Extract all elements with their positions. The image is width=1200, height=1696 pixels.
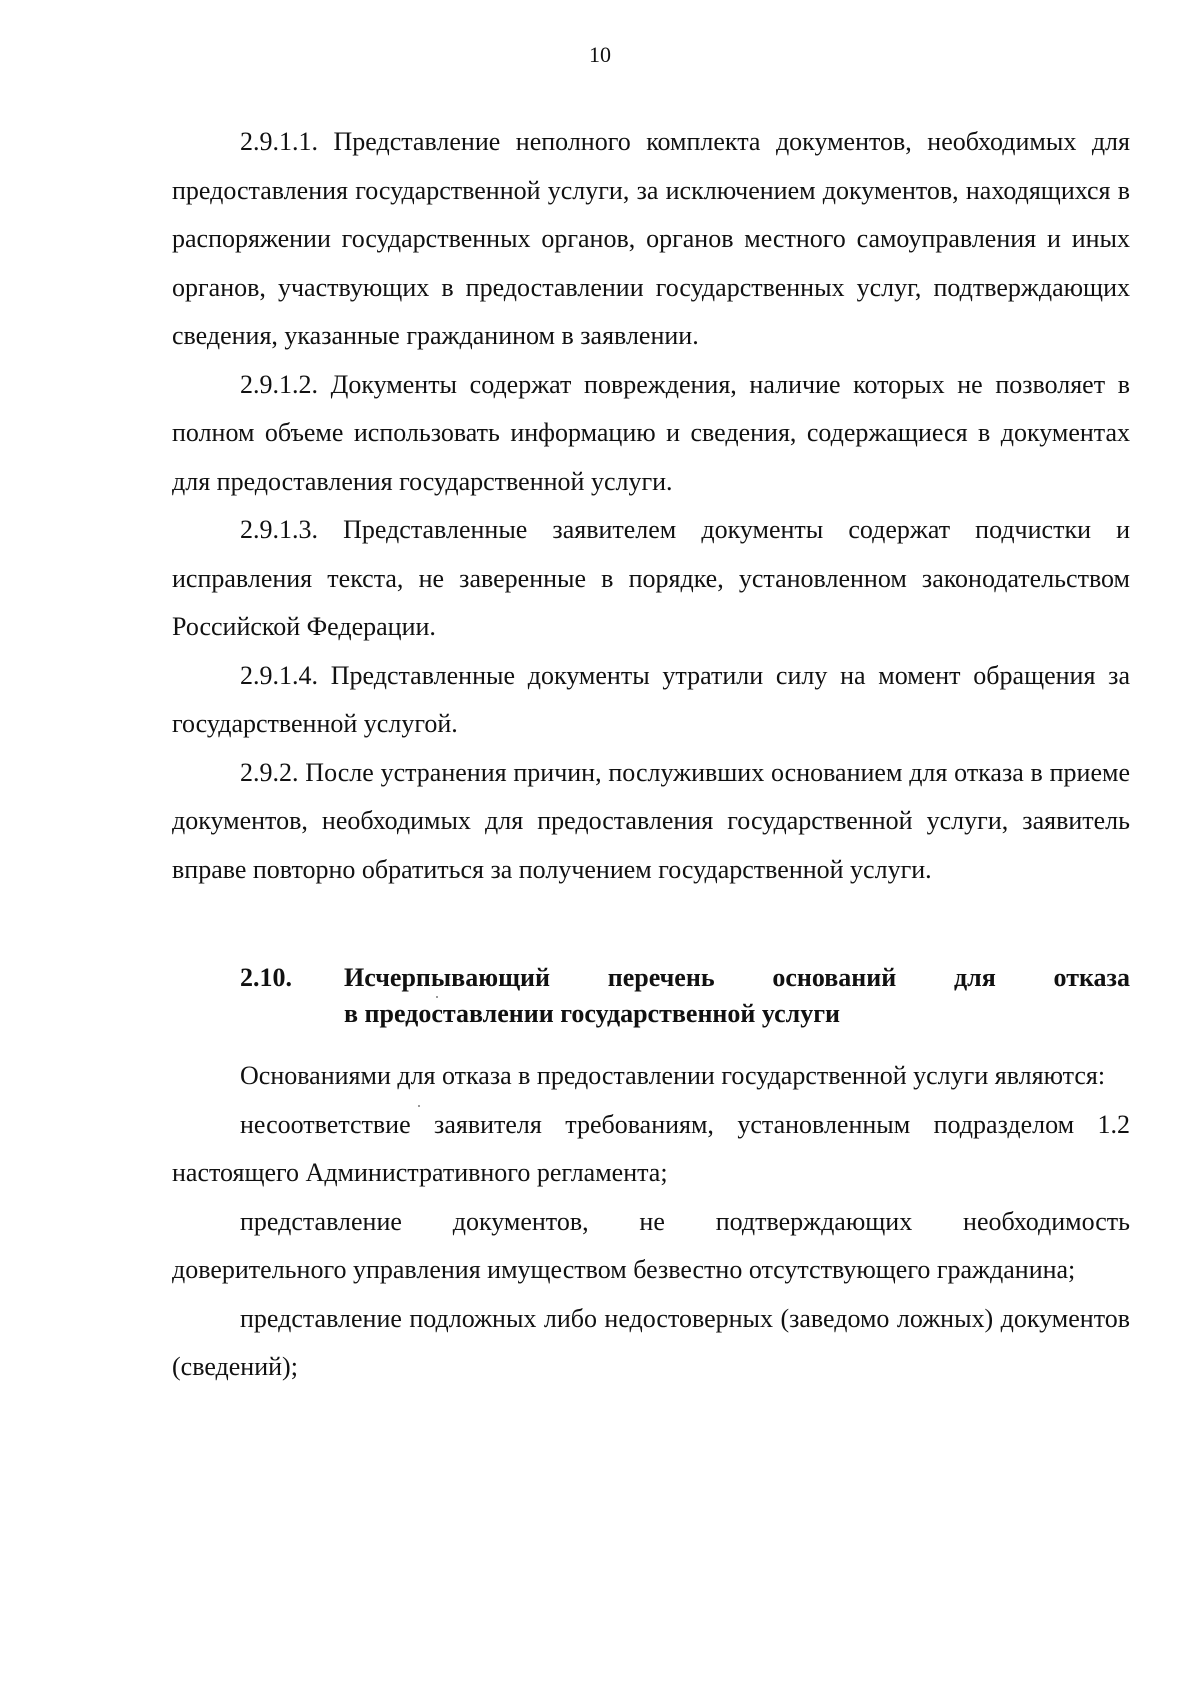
paragraph-ground-3: представление подложных либо недостоверных (заведомо ложных) документов (сведений); — [172, 1303, 1130, 1381]
paragraph-2-9-2: 2.9.2. После устранения причин, послуживших основанием для отказа в приеме документов, необходимых для предоставления государственной услуги, заявитель вправе повторно обратиться за получением государственной услуги. — [172, 757, 1130, 884]
section-heading-number: 2.10. — [240, 963, 292, 992]
paragraph-ground-1: несоответствие заявителя требованиям, установленным подразделом 1.2 настоящего Административного регламента; — [172, 1109, 1130, 1187]
paragraph-2-9-1-3: 2.9.1.3. Представленные заявителем документы содержат подчистки и исправления текста, не заверенные в порядке, установленном законодательством Российской Федерации. — [172, 515, 1130, 641]
section-heading-2-10 — [172, 960, 1130, 1032]
section-heading-title — [344, 960, 1130, 1032]
page-number: 10 — [589, 42, 611, 67]
scan-speck — [436, 996, 438, 998]
scan-speck — [418, 1105, 420, 1107]
body-text-bottom — [172, 1052, 1130, 1392]
paragraph-2-9-1-2: 2.9.1.2. Документы содержат повреждения, наличие которых не позволяет в полном объеме использовать информацию и сведения, содержащиеся в документах для предоставления государственной услуги. — [172, 369, 1130, 496]
section-heading-line2: в предоставлении государственной услуги — [344, 999, 841, 1028]
paragraph-2-9-1-1: 2.9.1.1. Представление неполного комплекта документов, необходимых для предоставления государственной услуги, за исключением документов, находящихся в распоряжении государственных органов, органов местного самоуправления и иных органов, участвующих в предоставлении государственных услуг, подтверждающих сведения, указанные гражданином в заявлении. — [172, 127, 1130, 350]
paragraph-ground-2: представление документов, не подтверждающих необходимость доверительного управления имуществом безвестно отсутствующего гражданина; — [172, 1206, 1130, 1284]
section-heading-line1: Исчерпывающий перечень оснований для отказа — [344, 963, 1130, 992]
body-text-top — [172, 118, 1130, 894]
paragraph-grounds-intro: Основаниями для отказа в предоставлении государственной услуги являются: — [240, 1061, 1106, 1090]
paragraph-2-9-1-4: 2.9.1.4. Представленные документы утратили силу на момент обращения за государственной услугой. — [172, 660, 1130, 738]
